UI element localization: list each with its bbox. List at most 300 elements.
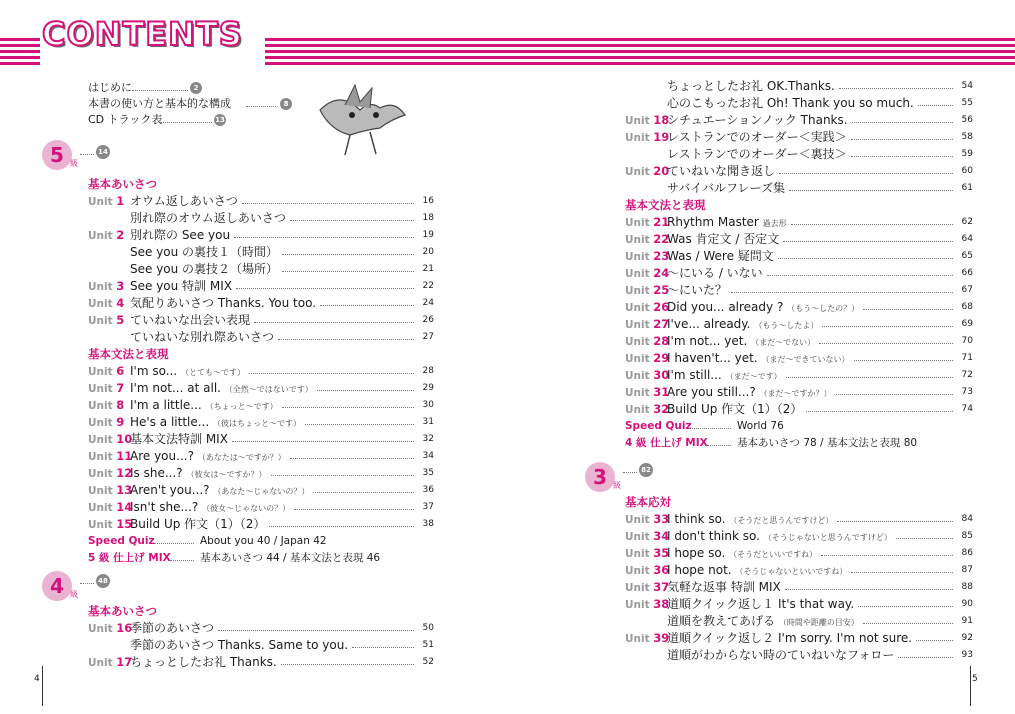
entry-title: See you の裏技２（場所）: [130, 262, 279, 276]
page-title: CONTENTS: [42, 15, 243, 53]
entry-page: 71: [961, 353, 973, 363]
unit-number: Unit 38: [625, 597, 670, 611]
entry-page: 74: [961, 404, 973, 414]
entry-note: 過去形: [762, 219, 787, 228]
entry-page: 66: [961, 268, 973, 278]
entry-page: 24: [422, 298, 434, 308]
toc-entry[interactable]: [42, 193, 437, 210]
entry-title: ちょっとしたお礼 Thanks.: [130, 655, 277, 669]
finish-mix-row[interactable]: [583, 435, 978, 452]
leader-dots: [778, 248, 953, 259]
entry-title: 基本文法特訓 MIX: [130, 432, 228, 446]
entry-title: I haven't... yet. （まだ～できていない）: [667, 351, 850, 365]
toc-entry[interactable]: [583, 367, 978, 384]
toc-entry[interactable]: [583, 401, 978, 418]
grade5-header: [42, 140, 437, 176]
leader-dots: [783, 231, 953, 242]
kyu-label: 級: [70, 590, 78, 599]
page-badge: 82: [639, 463, 653, 477]
toc-entry[interactable]: [42, 210, 437, 227]
toc-entry[interactable]: [583, 163, 978, 180]
entry-page: 91: [961, 616, 973, 626]
section-heading: 基本文法と表現: [88, 347, 169, 361]
toc-entry[interactable]: [583, 647, 978, 664]
intro-label: CD トラック表: [88, 113, 163, 126]
entry-title: ていねいな聞き返し: [667, 164, 776, 178]
section-heading: 基本文法と表現: [625, 198, 706, 212]
unit-number: Unit 13: [88, 483, 133, 497]
speed-quiz-text: World 76: [737, 420, 784, 432]
leader-dots: [863, 299, 953, 310]
page-edge-right: [970, 666, 971, 706]
entry-page: 18: [422, 213, 434, 223]
leader-dots: [854, 350, 953, 361]
toc-entry[interactable]: [583, 613, 978, 630]
unit-number: Unit 37: [625, 580, 670, 594]
page-badge: 14: [96, 145, 110, 159]
unit-number: Unit 7: [88, 381, 125, 395]
entry-title: I'm still... （まだ～です）: [667, 368, 782, 382]
grade-number: 4: [42, 571, 72, 601]
unit-number: Unit 34: [625, 529, 670, 543]
entry-title: シチュエーションノック Thanks.: [667, 113, 848, 127]
leader-dots: [160, 112, 212, 123]
entry-note: （彼はちょっと～です）: [213, 419, 302, 428]
entry-page: 37: [422, 502, 434, 512]
entry-page: 87: [961, 565, 973, 575]
leader-dots: [898, 647, 953, 658]
leader-dots: [249, 363, 414, 374]
toc-entry[interactable]: [583, 545, 978, 562]
entry-page: 21: [422, 264, 434, 274]
entry-page: 70: [961, 336, 973, 346]
toc-entry[interactable]: [42, 261, 437, 278]
entry-title: レストランでのオーダー＜裏技＞: [667, 147, 847, 161]
leader-dots: [822, 316, 953, 327]
unit-number: Unit 21: [625, 215, 670, 229]
leader-dots: [623, 462, 637, 473]
unit-number: Unit 20: [625, 164, 670, 178]
leader-dots: [851, 562, 953, 573]
entry-page: 90: [961, 599, 973, 609]
leader-dots: [918, 95, 953, 106]
toc-entry[interactable]: [583, 630, 978, 647]
page-badge: 13: [215, 116, 225, 124]
entry-page: 93: [961, 650, 973, 660]
leader-dots: [80, 573, 94, 584]
leader-dots: [916, 630, 953, 641]
unit-number: Unit 12: [88, 466, 133, 480]
entry-title: ちょっとしたお礼 OK.Thanks.: [667, 79, 835, 93]
toc-entry[interactable]: [42, 363, 437, 380]
toc-entry[interactable]: [42, 516, 437, 533]
speed-quiz-row[interactable]: [42, 533, 437, 550]
leader-dots: [839, 78, 953, 89]
leader-dots: [282, 244, 414, 255]
leader-dots: [317, 380, 414, 391]
leader-dots: [320, 295, 414, 306]
unit-number: Unit 18: [625, 113, 670, 127]
entry-page: 29: [422, 383, 434, 393]
speed-quiz-row[interactable]: [583, 418, 978, 435]
entry-note: （全然～ではないです）: [224, 385, 313, 394]
leader-dots: [791, 214, 953, 225]
entry-title: See you の裏技１（時間）: [130, 245, 279, 259]
toc-entry[interactable]: [583, 231, 978, 248]
toc-entry[interactable]: [583, 511, 978, 528]
entry-title: Is she...? （彼女は～ですか？）: [130, 466, 267, 480]
entry-page: 22: [422, 281, 434, 291]
entry-title: Aren't you...? （あなた～じゃないの？）: [130, 483, 310, 497]
kyu-label: 級: [70, 159, 78, 168]
leader-dots: [232, 431, 414, 442]
unit-number: Unit 28: [625, 334, 670, 348]
finish-mix-row[interactable]: [42, 550, 437, 567]
entry-title: Did you... already ? （もう～したの？）: [667, 300, 860, 314]
entry-note: （とても～です）: [181, 368, 245, 377]
entry-title: Isn't she...? （彼女～じゃないの？）: [130, 500, 291, 514]
toc-entry[interactable]: [42, 244, 437, 261]
unit-number: Unit 35: [625, 546, 670, 560]
toc-entry[interactable]: [42, 312, 437, 329]
entry-page: 92: [961, 633, 973, 643]
unit-number: Unit 10: [88, 432, 133, 446]
page-edge-left: [42, 666, 43, 706]
toc-entry[interactable]: [583, 95, 978, 112]
toc-entry[interactable]: [583, 384, 978, 401]
entry-title: Are you...? （あなたは～ですか？）: [130, 449, 286, 463]
grade4-header: [42, 567, 437, 603]
toc-entry[interactable]: [42, 380, 437, 397]
entry-title: サバイバルフレーズ集: [667, 181, 785, 195]
toc-entry[interactable]: [583, 214, 978, 231]
entry-page: 86: [961, 548, 973, 558]
toc-entry[interactable]: [42, 620, 437, 637]
entry-note: （もう～したよ）: [754, 321, 819, 330]
toc-entry[interactable]: [583, 299, 978, 316]
toc-entry[interactable]: [42, 397, 437, 414]
leader-dots: [731, 282, 953, 293]
leader-dots: [234, 227, 414, 238]
entry-title: ～にいた？: [667, 283, 728, 297]
leader-dots: [806, 401, 953, 412]
entry-page: 27: [422, 332, 434, 342]
grade-number: 5: [42, 140, 72, 170]
unit-number: Unit 1: [88, 194, 125, 208]
entry-title: 気配りあいさつ Thanks. You too.: [130, 296, 317, 310]
entry-title: レストランでのオーダー＜実践＞: [667, 130, 847, 144]
toc-entry[interactable]: [42, 465, 437, 482]
leader-dots: [689, 418, 731, 429]
entry-note: （まだ～できていない）: [761, 355, 850, 364]
entry-page: 62: [961, 217, 973, 227]
entry-page: 55: [961, 98, 973, 108]
entry-page: 36: [422, 485, 434, 495]
entry-page: 51: [422, 640, 434, 650]
entry-page: 84: [961, 514, 973, 524]
entry-title: オウム返しあいさつ: [130, 194, 238, 208]
entry-page: 52: [422, 657, 434, 667]
toc-entry[interactable]: [583, 78, 978, 95]
entry-title: 道順クイック返し１ It's that way.: [667, 597, 855, 611]
leader-dots: [281, 654, 414, 665]
unit-number: Unit 22: [625, 232, 670, 246]
entry-title: Was / Were 疑問文: [667, 249, 774, 263]
unit-number: Unit 15: [88, 517, 133, 531]
entry-page: 65: [961, 251, 973, 261]
toc-entry[interactable]: [583, 129, 978, 146]
unit-number: Unit 6: [88, 364, 125, 378]
leader-dots: [290, 210, 414, 221]
entry-page: 88: [961, 582, 973, 592]
page-number-left: 4: [34, 674, 40, 684]
toc-entry[interactable]: [42, 431, 437, 448]
entry-page: 38: [422, 519, 434, 529]
toc-entry[interactable]: [583, 180, 978, 197]
entry-note: （あなた～じゃないの？）: [213, 487, 310, 496]
entry-title: Build Up 作文（1）（2）: [130, 517, 266, 531]
finish-mix-label: 4 級 仕上げ MIX: [625, 437, 708, 449]
entry-note: （彼女は～ですか？）: [186, 470, 267, 479]
leader-dots: [852, 112, 953, 123]
entry-page: 69: [961, 319, 973, 329]
leader-dots: [819, 333, 953, 344]
grade-number: 3: [585, 462, 615, 492]
page-badge: 2: [190, 82, 202, 94]
entry-title: 季節のあいさつ: [130, 621, 215, 635]
entry-title: I've... already. （もう～したよ）: [667, 317, 819, 331]
entry-page: 72: [961, 370, 973, 380]
speed-quiz-text: About you 40 / Japan 42: [200, 535, 327, 547]
section-heading: 基本あいさつ: [88, 177, 157, 191]
toc-entry[interactable]: [583, 316, 978, 333]
entry-page: 19: [422, 230, 434, 240]
toc-entry[interactable]: [42, 414, 437, 431]
leader-dots: [789, 180, 953, 191]
entry-page: 30: [422, 400, 434, 410]
entry-note: （もう～したの？）: [787, 304, 860, 313]
unit-number: Unit 26: [625, 300, 670, 314]
leader-dots: [80, 144, 94, 155]
entry-title: I'm so... （とても～です）: [130, 364, 245, 378]
intro-label: はじめに: [88, 81, 132, 94]
entry-page: 73: [961, 387, 973, 397]
entry-page: 61: [961, 183, 973, 193]
page-badge: 8: [280, 98, 292, 110]
toc-entry[interactable]: [42, 448, 437, 465]
leader-dots: [785, 579, 953, 590]
entry-page: 50: [422, 623, 434, 633]
speed-quiz-label: Speed Quiz: [88, 535, 155, 547]
unit-number: Unit 36: [625, 563, 670, 577]
toc-entry[interactable]: [583, 579, 978, 596]
entry-title: I'm not... at all. （全然～ではないです）: [130, 381, 313, 395]
leader-dots: [779, 163, 953, 174]
section-heading: 基本応対: [625, 495, 671, 509]
leader-dots: [236, 278, 414, 289]
entry-page: 56: [961, 115, 973, 125]
entry-title: 別れ際のオウム返しあいさつ: [130, 211, 286, 225]
leader-dots: [254, 312, 414, 323]
unit-number: Unit 4: [88, 296, 125, 310]
entry-title: I'm a little... （ちょっと～です）: [130, 398, 278, 412]
toc-entry[interactable]: [583, 248, 978, 265]
speed-quiz-label: Speed Quiz: [625, 420, 692, 432]
leader-dots: [305, 414, 414, 425]
toc-entry[interactable]: [42, 295, 437, 312]
entry-title: 別れ際の See you: [130, 228, 231, 242]
entry-page: 60: [961, 166, 973, 176]
grade3-header: [583, 452, 978, 494]
entry-title: Rhythm Master 過去形: [667, 215, 787, 229]
entry-note: （あなたは～ですか？）: [197, 453, 286, 462]
entry-note: （まだ～ですか？）: [759, 389, 832, 398]
unit-number: Unit 30: [625, 368, 670, 382]
entry-title: 道順がわからない時のていねいなフォロー: [667, 648, 895, 662]
toc-entry[interactable]: [583, 265, 978, 282]
entry-title: ～にいる / いない: [667, 266, 763, 280]
leader-dots: [851, 129, 953, 140]
leader-dots: [352, 637, 414, 648]
toc-entry[interactable]: [583, 596, 978, 613]
unit-number: Unit 2: [88, 228, 125, 242]
entry-title: He's a little... （彼はちょっと～です）: [130, 415, 302, 429]
entry-note: （そうじゃないといいですね）: [735, 567, 848, 576]
entry-page: 34: [422, 451, 434, 461]
leader-dots: [154, 533, 194, 544]
entry-page: 59: [961, 149, 973, 159]
unit-number: Unit 19: [625, 130, 670, 144]
entry-title: Are you still...? （まだ～ですか？）: [667, 385, 832, 399]
unit-number: Unit 17: [88, 655, 133, 669]
leader-dots: [271, 465, 414, 476]
entry-note: （彼女～じゃないの？）: [202, 504, 291, 513]
entry-title: Build Up 作文（1）（2）: [667, 402, 803, 416]
leader-dots: [170, 550, 194, 561]
entry-page: 16: [422, 196, 434, 206]
entry-title: 心のこもったお礼 Oh! Thank you so much.: [667, 96, 914, 110]
toc-entry[interactable]: [42, 637, 437, 654]
entry-page: 68: [961, 302, 973, 312]
entry-page: 58: [961, 132, 973, 142]
page-badge: 48: [96, 574, 110, 588]
unit-number: Unit 25: [625, 283, 670, 297]
unit-number: Unit 9: [88, 415, 125, 429]
leader-dots: [707, 435, 731, 446]
entry-note: （まだ～でない）: [751, 338, 816, 347]
finish-mix-text: 基本あいさつ 78 / 基本文法と表現 80: [737, 437, 918, 449]
entry-title: I hope so. （そうだといいですね）: [667, 546, 818, 560]
unit-number: Unit 5: [88, 313, 125, 327]
toc-entry[interactable]: [583, 350, 978, 367]
unit-number: Unit 8: [88, 398, 125, 412]
toc-entry[interactable]: [583, 112, 978, 129]
finish-mix-text: 基本あいさつ 44 / 基本文法と表現 46: [200, 552, 381, 564]
toc-entry[interactable]: [42, 329, 437, 346]
leader-dots: [858, 596, 953, 607]
intro-label: 本書の使い方と基本的な構成: [88, 97, 231, 110]
leader-dots: [269, 516, 414, 527]
toc-entry[interactable]: [42, 227, 437, 244]
leader-dots: [278, 329, 414, 340]
entry-page: 20: [422, 247, 434, 257]
title-area: [42, 15, 243, 53]
entry-page: 85: [961, 531, 973, 541]
leader-dots: [836, 384, 953, 395]
leader-dots: [132, 80, 188, 91]
leader-dots: [863, 613, 953, 624]
toc-entry[interactable]: [583, 146, 978, 163]
toc-entry[interactable]: [42, 278, 437, 295]
toc-entry[interactable]: [42, 499, 437, 516]
entry-title: ていねいな別れ際あいさつ: [130, 330, 275, 344]
entry-note: （まだ～です）: [725, 372, 782, 381]
unit-number: Unit 14: [88, 500, 133, 514]
unit-number: Unit 31: [625, 385, 670, 399]
entry-title: I hope not. （そうじゃないといいですね）: [667, 563, 848, 577]
toc-entry[interactable]: [583, 333, 978, 350]
entry-page: 32: [422, 434, 434, 444]
finish-mix-label: 5 級 仕上げ MIX: [88, 552, 171, 564]
entry-page: 31: [422, 417, 434, 427]
entry-note: （そうだと思うんですけど）: [729, 516, 834, 525]
leader-dots: [851, 146, 953, 157]
unit-number: Unit 23: [625, 249, 670, 263]
page-number-right: 5: [972, 674, 978, 684]
leader-dots: [821, 545, 953, 556]
unit-number: Unit 27: [625, 317, 670, 331]
entry-page: 28: [422, 366, 434, 376]
unit-number: Unit 33: [625, 512, 670, 526]
unit-number: Unit 11: [88, 449, 133, 463]
kyu-label: 級: [613, 481, 621, 490]
toc-entry[interactable]: [583, 562, 978, 579]
unit-number: Unit 32: [625, 402, 670, 416]
entry-note: （ちょっと～です）: [205, 402, 278, 411]
entry-title: 道順を教えてあげる （時間や距離の目安）: [667, 614, 859, 628]
leader-dots: [837, 511, 953, 522]
left-column: [42, 140, 437, 671]
entry-note: （時間や距離の目安）: [778, 618, 859, 627]
right-column: [583, 78, 978, 664]
toc-entry[interactable]: [42, 482, 437, 499]
leader-dots: [242, 193, 414, 204]
toc-entry[interactable]: [583, 528, 978, 545]
leader-dots: [290, 448, 414, 459]
unit-number: Unit 24: [625, 266, 670, 280]
entry-title: 道順クイック返し２ I'm sorry. I'm not sure.: [667, 631, 913, 645]
toc-entry[interactable]: [42, 654, 437, 671]
toc-entry[interactable]: [583, 282, 978, 299]
unit-number: Unit 29: [625, 351, 670, 365]
entry-note: （そうじゃないと思うんですけど）: [763, 533, 892, 542]
entry-page: 67: [961, 285, 973, 295]
leader-dots: [786, 367, 953, 378]
section-heading: 基本あいさつ: [88, 604, 157, 618]
entry-title: I'm not... yet. （まだ～でない）: [667, 334, 816, 348]
entry-title: 気軽な返事 特訓 MIX: [667, 580, 781, 594]
entry-title: ていねいな出会い表現: [130, 313, 251, 327]
entry-note: （そうだといいですね）: [729, 550, 818, 559]
leader-dots: [313, 482, 414, 493]
entry-title: Was 肯定文 / 否定文: [667, 232, 780, 246]
leader-dots: [282, 261, 414, 272]
entry-title: See you 特訓 MIX: [130, 279, 232, 293]
unit-number: Unit 3: [88, 279, 125, 293]
entry-page: 54: [961, 81, 973, 91]
leader-dots: [282, 397, 414, 408]
entry-title: I think so. （そうだと思うんですけど）: [667, 512, 834, 526]
